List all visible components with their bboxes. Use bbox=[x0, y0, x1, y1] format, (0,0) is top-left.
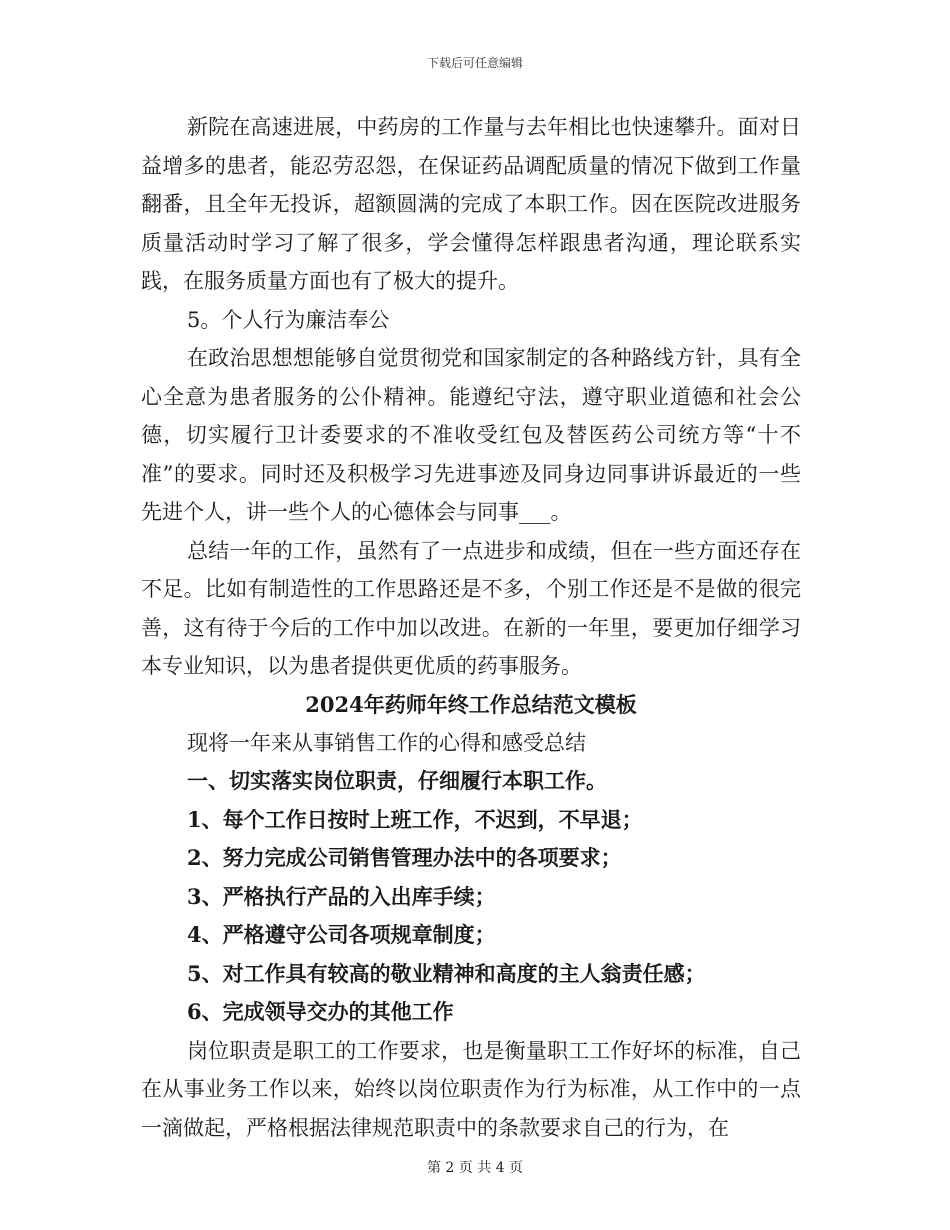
paragraph-year-summary: 总结一年的工作，虽然有了一点进步和成绩，但在一些方面还存在不足。比如有制造性的工作思路还是不多，个别工作还是不是做的很完善，这有待于今后的工作中加以改进。在新的一年里，要更加仔细学习本专业知识，以为患者提供更优质的药事服务。 bbox=[141, 538, 801, 678]
list-item-duty-4: 4、严格遵守公司各项规章制度； bbox=[187, 922, 496, 947]
page-number-footer: 第 2 页 共 4 页 bbox=[426, 1160, 524, 1176]
list-item-duty-6: 6、完成领导交办的其他工作 bbox=[187, 999, 454, 1024]
paragraph-intro: 现将一年来从事销售工作的心得和感受总结 bbox=[187, 730, 586, 755]
list-item-duty-1: 1、每个工作日按时上班工作，不迟到，不早退； bbox=[187, 806, 643, 832]
section-heading-integrity: 5。个人行为廉洁奉公 bbox=[187, 307, 390, 332]
list-item-duty-3: 3、严格执行产品的入出库手续； bbox=[187, 883, 496, 909]
section-heading-duties: 一、切实落实岗位职责，仔细履行本职工作。 bbox=[187, 768, 607, 793]
list-item-duty-2: 2、努力完成公司销售管理办法中的各项要求； bbox=[187, 845, 622, 870]
document-title: 2024年药师年终工作总结范文模板 bbox=[305, 691, 637, 717]
paragraph-pharmacy-workload: 新院在高速进展，中药房的工作量与去年相比也快速攀升。面对日益增多的患者，能忍劳忍怨，在保证药品调配质量的情况下做到工作量翻番，且全年无投诉，超额圆满的完成了本职工作。因在医院改进服务质量活动时学习了解了很多，学会懂得怎样跟患者沟通，理论联系实践，在服务质量方面也有了极大的提升。 bbox=[141, 115, 801, 293]
document-body bbox=[141, 108, 801, 1147]
paragraph-job-responsibility: 岗位职责是职工的工作要求，也是衡量职工工作好坏的标准，自己在从事业务工作以来，始终以岗位职责作为行为标准，从工作中的一点一滴做起，严格根据法律规范职责中的条款要求自己的行为，在 bbox=[141, 1038, 801, 1140]
page-header-note: 下载后可任意编辑 bbox=[426, 56, 523, 70]
paragraph-political-thought: 在政治思想想能够自觉贯彻党和国家制定的各种路线方针，具有全心全意为患者服务的公仆精神。能遵纪守法，遵守职业道德和社会公德，切实履行卫计委要求的不准收受红包及替医药公司统方等“十不准”的要求。同时还及积极学习先进事迹及同身边同事讲诉最近的一些先进个人，讲一些个人的心德体会与同事___。 bbox=[141, 346, 801, 524]
list-item-duty-5: 5、对工作具有较高的敬业精神和高度的主人翁责任感； bbox=[187, 960, 706, 986]
